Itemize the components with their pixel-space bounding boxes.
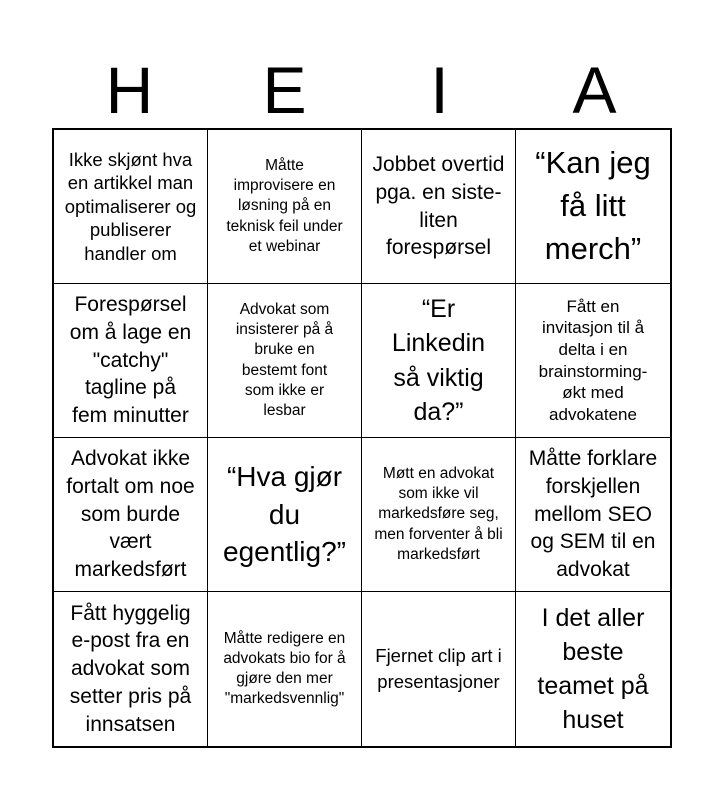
header-letter-i: I (430, 53, 449, 127)
bingo-cell-text: Møtt en advokat som ikke vil markedsføre seg, men forventer å bli markedsført (374, 465, 503, 563)
bingo-cell-14[interactable] (208, 592, 362, 746)
bingo-cell-text: Ikke skjønt hva en artikkel man optimaliserer og publiserer handler om (64, 148, 197, 264)
bingo-cell-15[interactable] (362, 592, 516, 746)
bingo-cell-12[interactable] (516, 438, 670, 592)
bingo-cell-text: Måtte redigere en advokats bio for å gjøre den mer "markedsvennlig" (223, 629, 346, 708)
bingo-cell-text: Fått hyggelig e-post fra en advokat som setter pris på innsatsen (69, 601, 192, 736)
bingo-cell-text: I det aller beste teamet på huset (537, 604, 649, 734)
bingo-cell-13[interactable] (54, 592, 208, 746)
header-letter-e: E (262, 53, 307, 127)
bingo-header (52, 52, 672, 128)
bingo-cell-10[interactable] (208, 438, 362, 592)
bingo-cell-text: “Er Linkedin så viktig da?” (391, 294, 486, 426)
bingo-cell-16[interactable] (516, 592, 670, 746)
bingo-cell-text: Fått en invitasjon til å delta i en brainstorming-økt med advokatene (538, 296, 648, 424)
bingo-cell-4[interactable] (516, 130, 670, 284)
bingo-cell-text: Advokat som insisterer på å bruke en bestemt font som ikke er lesbar (235, 301, 334, 419)
bingo-cell-text: Jobbet overtid pga. en siste-liten forespørsel (372, 153, 505, 260)
bingo-cell-text: Fjernet clip art i presentasjoner (375, 645, 502, 692)
bingo-cell-text: Advokat ikke fortalt om noe som burde vært markedsført (66, 447, 195, 582)
bingo-cell-11[interactable] (362, 438, 516, 592)
bingo-cell-7[interactable] (362, 284, 516, 438)
bingo-cell-2[interactable] (208, 130, 362, 284)
bingo-cell-3[interactable] (362, 130, 516, 284)
bingo-cell-text: Måtte forklare forskjellen mellom SEO og SEM til en advokat (528, 447, 658, 582)
bingo-cell-9[interactable] (54, 438, 208, 592)
bingo-board (52, 128, 672, 748)
bingo-cell-5[interactable] (54, 284, 208, 438)
header-letter-a: A (572, 53, 617, 127)
bingo-cell-8[interactable] (516, 284, 670, 438)
bingo-cell-6[interactable] (208, 284, 362, 438)
bingo-cell-text: Forespørsel om å lage en "catchy" tagline på fem minutter (69, 293, 192, 428)
header-letter-h: H (105, 53, 154, 127)
bingo-cell-text: Måtte improvisere en løsning på en teknisk feil under et webinar (226, 157, 343, 255)
bingo-cell-text: “Kan jeg få litt merch” (535, 145, 651, 266)
bingo-cell-text: “Hva gjør du egentlig?” (223, 461, 346, 568)
bingo-cell-1[interactable] (54, 130, 208, 284)
